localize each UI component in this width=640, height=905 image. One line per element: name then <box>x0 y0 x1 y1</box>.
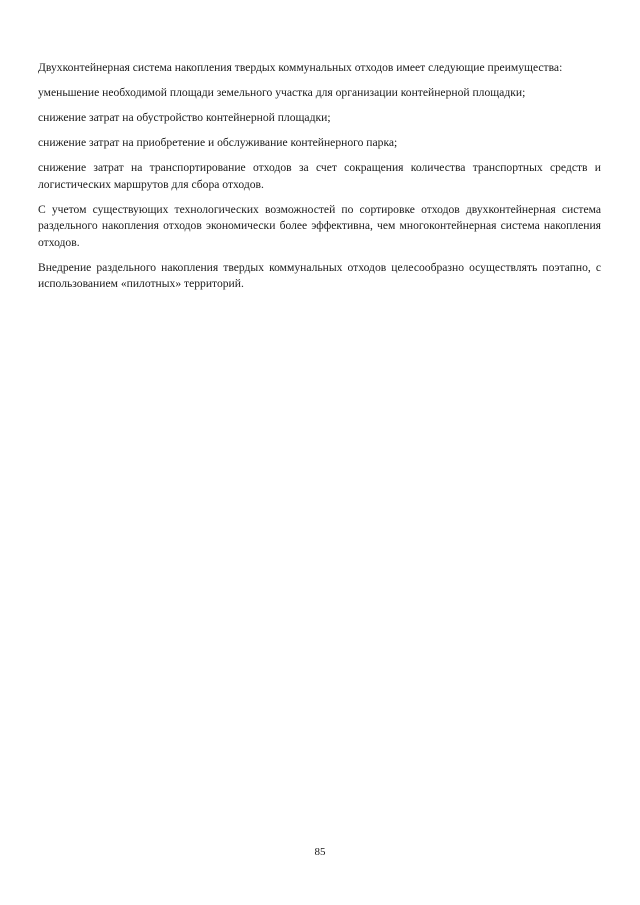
advantage-item: снижение затрат на обустройство контейнерной площадки; <box>38 111 331 124</box>
page-number: 85 <box>314 846 326 858</box>
advantage-item: уменьшение необходимой площади земельного участка для организации контейнерной площадки; <box>38 86 526 99</box>
intro-paragraph: Двухконтейнерная система накопления твердых коммунальных отходов имеет следующие преимущества: <box>38 61 563 74</box>
efficiency-paragraph: С учетом существующих технологических возможностей по сортировке отходов двухконтейнерная система раздельного накопления отходов экономически более эффективна, чем многоконтейнерная система накопления отходов. <box>38 202 601 249</box>
document-body <box>38 60 601 301</box>
implementation-paragraph: Внедрение раздельного накопления твердых коммунальных отходов целесообразно осуществлять поэтапно, с использованием «пилотных» территорий. <box>38 260 601 290</box>
advantage-item: снижение затрат на транспортирование отходов за счет сокращения количества транспортных средств и логистических маршрутов для сбора отходов. <box>38 161 601 191</box>
advantage-item: снижение затрат на приобретение и обслуживание контейнерного парка; <box>38 136 398 149</box>
